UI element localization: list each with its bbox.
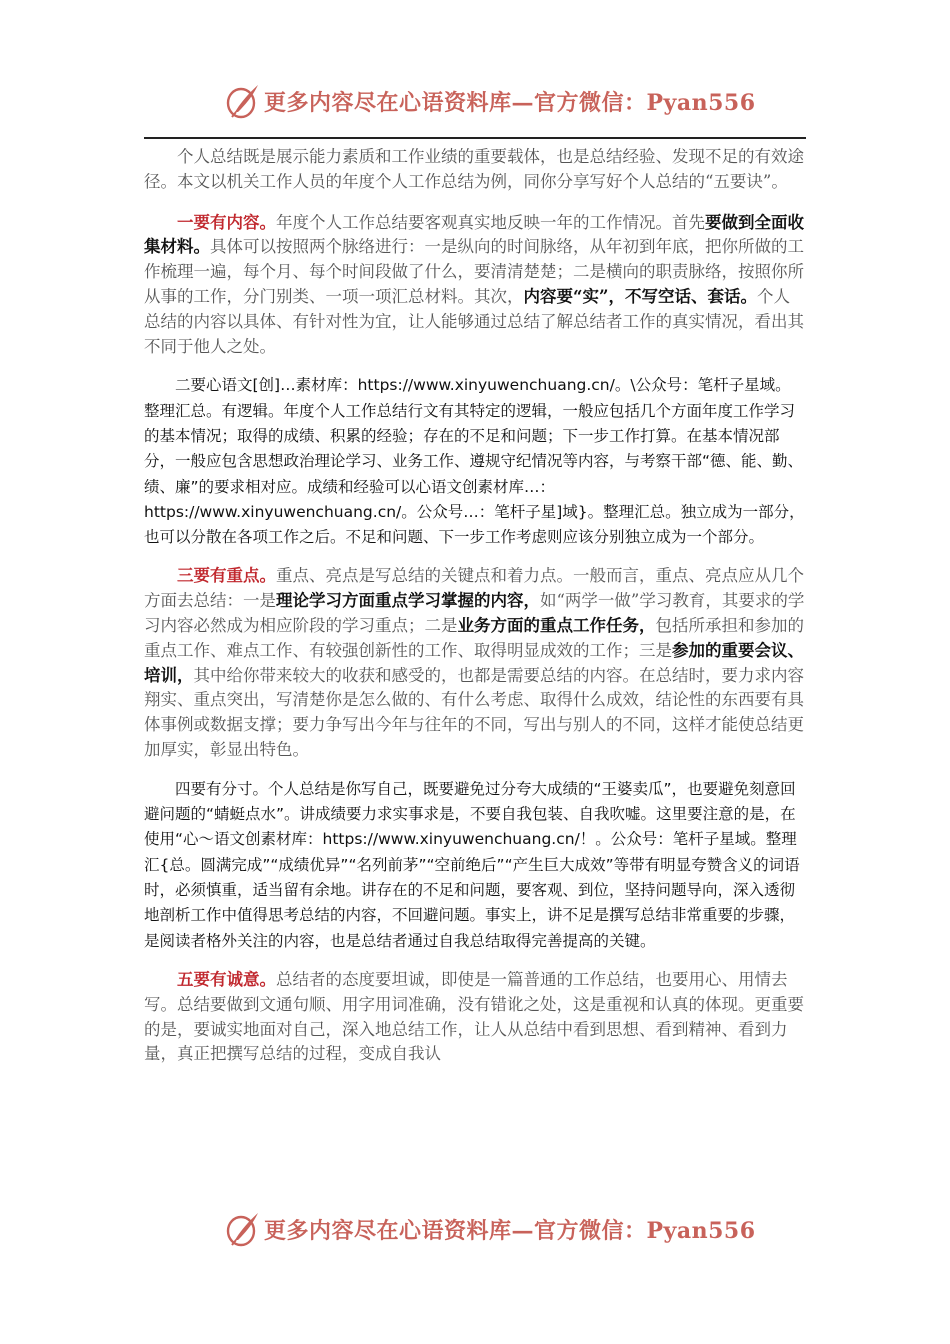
section-one-bold-1: 要做到全面收集材料。 — [144, 212, 804, 257]
footer-banner — [0, 1210, 950, 1250]
section-one-paragraph — [144, 211, 806, 360]
section-five-text-1: 总结者的态度要坦诚，即使是一篇普通的工作总结，也要用心、用情去写。总结要做到文通句顺、用字用词准确，没有错讹之处，这是重视和认真的体现。更重要的是，要诚实地面对自己，深入地总结工作，让人从总结中看到思想、看到精神、看到力量，真正把撰写总结的过程，变成自我认 — [144, 969, 804, 1064]
quill-logo-icon — [226, 82, 262, 120]
banner-text: 更多内容尽在心语资料库—官方微信：Pyan556 — [264, 1218, 756, 1244]
banner-text: 更多内容尽在心语资料库—官方微信：Pyan556 — [264, 90, 756, 116]
section-one-text-3: 个人总结的内容以具体、有针对性为宜，让人能够通过总结了解总结者工作的真实情况，看出其不同于他人之处。 — [144, 286, 804, 356]
section-three-text-2: 如“两学一做”学习教育，其要求的学习内容必然成为相应阶段的学习重点；二是 — [144, 591, 805, 636]
article-body — [144, 145, 806, 1067]
section-one-heading: 一要有内容。 — [177, 212, 276, 232]
section-one-bold-2: 内容要“实”，不写空话、套话。 — [523, 286, 757, 306]
section-three-text-4: 其中给你带来较大的收获和感受的，也都是需要总结的内容。在总结时，要力求内容翔实、重点突出，写清楚你是怎么做的、有什么考虑、取得什么成效，结论性的东西要有具体事例或数据支撑；要力争写出今年与往年的不同，写出与别人的不同，这样才能使总结更加厚实，彰显出特色。 — [144, 665, 804, 760]
section-four-paragraph: 四要有分寸。个人总结是你写自己，既要避免过分夸大成绩的“王婆卖瓜”，也要避免刻意回避问题的“蜻蜓点水”。讲成绩要力求实事求是，不要自我包装、自我吹嘘。这里要注意的是，在使用“心～语文创素材库：https://www.xinyuwenchuang.cn/！。公众号：笔杆子星域。整理汇{总。圆满完成”“成绩优异”“名列前茅”“空前绝后”“产生巨大成效”等带有明显夸赞含义的词语时，必须慎重，适当留有余地。讲存在的不足和问题，要客观、到位，坚持问题导向，深入透彻地剖析工作中值得思考总结的内容，不回避问题。事实上，讲不足是撰写总结非常重要的步骤，是阅读者格外关注的内容，也是总结者通过自我总结取得完善提高的关键。 — [144, 779, 800, 950]
section-three-bold-1: 理论学习方面重点学习掌握的内容， — [276, 591, 540, 611]
section-three-text-3: 包括所承担和参加的重点工作、难点工作、有较强创新性的工作、取得明显成效的工作；三是 — [144, 616, 804, 660]
section-one-text-1: 年度个人工作总结要客观真实地反映一年的工作情况。首先 — [276, 212, 705, 232]
header-rule — [144, 137, 806, 139]
section-three-bold-2: 业务方面的重点工作任务， — [457, 616, 656, 636]
section-three-text-1: 重点、亮点是写总结的关键点和着力点。一般而言，重点、亮点应从几个方面去总结：一是 — [144, 566, 804, 611]
intro-paragraph: 个人总结既是展示能力素质和工作业绩的重要载体，也是总结经验、发现不足的有效途径。本文以机关工作人员的年度个人工作总结为例，同你分享写好个人总结的“五要诀”。 — [144, 147, 804, 191]
section-three-bold-3: 参加的重要会议、培训， — [144, 640, 804, 685]
quill-logo-icon — [226, 1210, 262, 1248]
section-two-paragraph: 二要心语文[创]…素材库：https://www.xinyuwenchuang.cn/。\公众号：笔杆子星域。整理汇总。有逻辑。年度个人工作总结行文有其特定的逻辑，一般应包括几个方面年度工作学习的基本情况；取得的成绩、积累的经验；存在的不足和问题；下一步工作打算。在基本情况部分，一般应包含思想政治理论学习、业务工作、遵规守纪情况等内容，与考察干部“德、能、勤、绩、廉”的要求相对应。成绩和经验可以心语文创素材库…：https://www.xinyuwenchuang.cn/。公众号…：笔杆子星]域}。整理汇总。独立成为一部分，也可以分散在各项工作之后。不足和问题、下一步工作考虑则应该分别独立成为一个部分。 — [144, 376, 805, 547]
section-five-heading: 五要有诚意。 — [177, 969, 276, 989]
section-one-text-2: 具体可以按照两个脉络进行：一是纵向的时间脉络，从年初到年底，把你所做的工作梳理一遍，每个月、每个时间段做了什么，要清清楚楚；二是横向的职责脉络，按照你所从事的工作，分门别类、一项一项汇总材料。其次， — [144, 237, 804, 306]
section-five-paragraph — [144, 968, 806, 1067]
section-three-heading: 三要有重点。 — [177, 566, 276, 586]
section-three-paragraph — [144, 564, 806, 762]
header-banner — [0, 82, 950, 122]
